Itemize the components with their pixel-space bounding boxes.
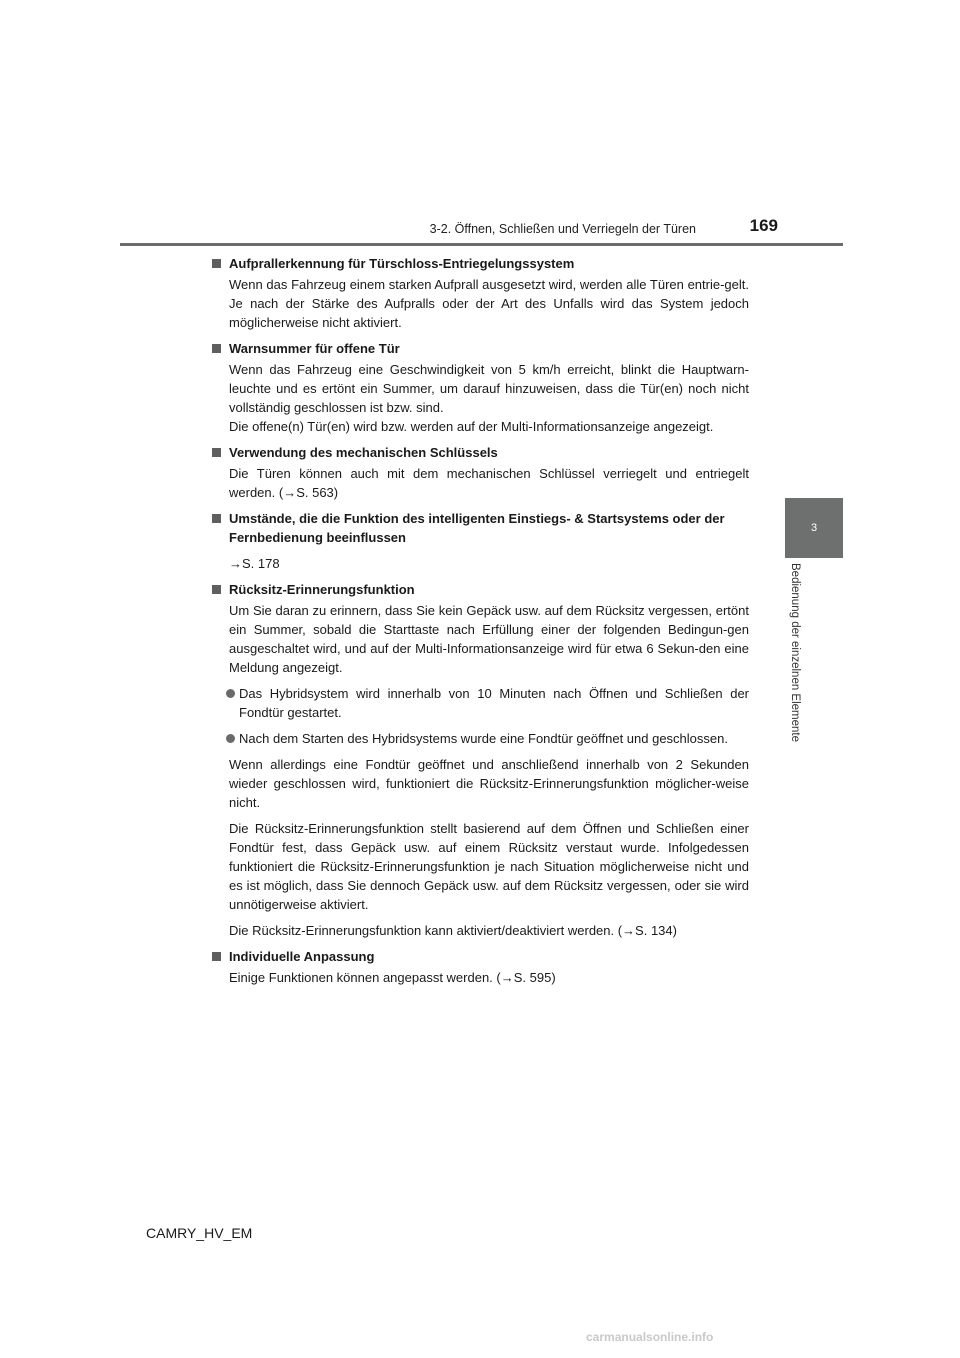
paragraph: Wenn das Fahrzeug eine Geschwindigkeit von 5 km/h erreicht, blinkt die Hauptwarn-leuchte und es ertönt ein Summer, um darauf hinzuweisen, dass die Tür(en) noch nicht vollständig geschlossen ist bzw. sind. (229, 362, 749, 415)
paragraph: Einige Funktionen können angepasst werden. (→S. 595) (229, 970, 556, 985)
square-bullet-icon (212, 259, 221, 268)
section-heading: Individuelle Anpassung (212, 947, 749, 966)
section-heading: Warnsummer für offene Tür (212, 339, 749, 358)
paragraph: Die offene(n) Tür(en) wird bzw. werden auf der Multi-Informationsanzeige angezeigt. (229, 419, 714, 434)
square-bullet-icon (212, 514, 221, 523)
chapter-tab (785, 498, 843, 558)
section-customization (212, 947, 749, 987)
square-bullet-icon (212, 585, 221, 594)
square-bullet-icon (212, 344, 221, 353)
paragraph: Wenn allerdings eine Fondtür geöffnet und anschließend innerhalb von 2 Sekunden wieder geschlossen wird, funktioniert die Rücksitz-Erinnerungsfunktion möglicher-weise nicht. (229, 757, 749, 810)
paragraph: Die Rücksitz-Erinnerungsfunktion kann aktiviert/deaktiviert werden. (→S. 134) (229, 923, 677, 938)
section-mechanical-key (212, 443, 749, 502)
round-bullet-icon (226, 689, 235, 698)
page-number: 169 (749, 216, 778, 235)
paragraph: Die Türen können auch mit dem mechanischen Schlüssel verriegelt und entriegelt werden. (→S. 563) (229, 466, 749, 500)
section-impact-detection (212, 254, 749, 332)
list-item: Nach dem Starten des Hybridsystems wurde eine Fondtür geöffnet und geschlossen. (212, 729, 749, 748)
section-heading: Rücksitz-Erinnerungsfunktion (212, 580, 749, 599)
square-bullet-icon (212, 448, 221, 457)
chapter-title-vertical: Bedienung der einzelnen Elemente (789, 563, 801, 743)
square-bullet-icon (212, 952, 221, 961)
section-heading: Verwendung des mechanischen Schlüssels (212, 443, 749, 462)
section-rear-seat-reminder (212, 580, 749, 940)
model-code: CAMRY_HV_EM (146, 1225, 253, 1241)
chapter-number: 3 (810, 522, 818, 534)
round-bullet-icon (226, 734, 235, 743)
paragraph: Wenn das Fahrzeug einem starken Aufprall ausgesetzt wird, werden alle Türen entrie-gelt. Je nach der Stärke des Aufpralls oder der Art des Unfalls wird das System jedoch möglicherweise nicht aktiviert. (229, 277, 749, 330)
section-heading: Aufprallerkennung für Türschloss-Entriegelungssystem (212, 254, 749, 273)
section-heading: Umstände, die die Funktion des intelligenten Einstiegs- & Startsystems oder der Fernbedienung beeinflussen (212, 509, 749, 547)
content (212, 254, 749, 994)
paragraph: Um Sie daran zu erinnern, dass Sie kein Gepäck usw. auf dem Rücksitz vergessen, ertönt ein Summer, sobald die Starttaste nach Erfüllung einer der folgenden Bedingun-gen ausgeschaltet wird, und auf der Multi-Informationsanzeige wird für etwa 6 Sekun-den eine Meldung angezeigt. (229, 603, 749, 675)
section-influencing-factors (212, 509, 749, 573)
paragraph: →S. 178 (229, 556, 280, 571)
paragraph: Die Rücksitz-Erinnerungsfunktion stellt basierend auf dem Öffnen und Schließen einer Fondtür fest, dass Gepäck usw. auf einem Rücksitz verstaut wurde. Infolgedessen funktioniert die Rücksitz-Erinnerungsfunktion je nach Situation möglicherweise nicht und es ist möglich, dass Sie dennoch Gepäck usw. auf dem Rücksitz vergessen, oder sie wird unnötigerweise aktiviert. (229, 821, 749, 912)
watermark: carmanualsonline.info (586, 1330, 714, 1344)
list-item: Das Hybridsystem wird innerhalb von 10 Minuten nach Öffnen und Schließen der Fondtür gestartet. (212, 684, 749, 722)
header-section-title: 3-2. Öffnen, Schließen und Verriegeln der Türen (429, 222, 696, 236)
section-open-door-buzzer (212, 339, 749, 436)
header-divider (120, 243, 843, 246)
